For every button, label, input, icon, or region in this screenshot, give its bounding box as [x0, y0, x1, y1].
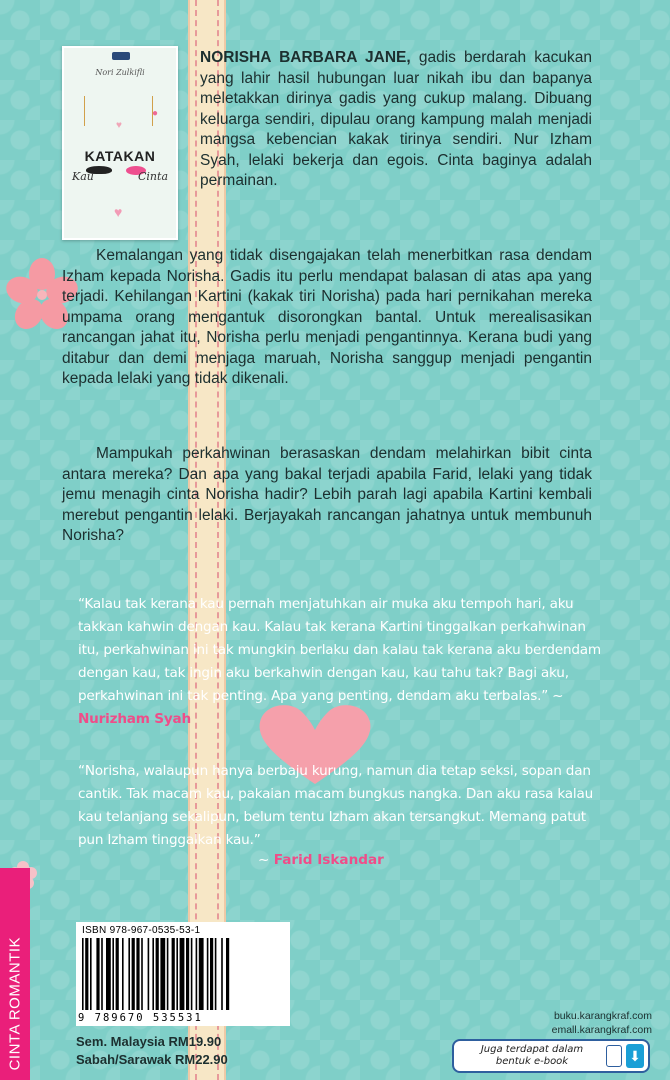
chain-decoration: [84, 96, 85, 126]
heart-icon: ♥: [114, 204, 123, 220]
publisher-logo-icon: [112, 52, 130, 60]
synopsis-text: gadis berdarah kacukan yang lahir hasil hubungan luar nikah ibu dan bapanya meletakkan dirinya gadis yang cukup malang. Dibuang keluarga sendiri, dipulau orang kampung malah menjadi mangsa kebencian kakak tirinya sendiri. Nur Izham Syah, lelaki bekerja dan egois. Cinta baginya adalah permainan.: [200, 49, 592, 189]
ebook-badge-text: [462, 1044, 602, 1068]
thumbnail-title: KATAKAN: [84, 148, 156, 164]
quote-dash: ~: [548, 688, 564, 704]
protagonist-name: NORISHA BARBARA JANE,: [200, 49, 411, 66]
quote-dash: ~: [258, 852, 274, 868]
pink-dots-icon: ●: [151, 108, 158, 119]
synopsis-paragraph-1: [200, 48, 592, 192]
quote-text: “Norisha, walaupun hanya berbaju kurung, namun dia tetap seksi, sopan dan cantik. Tak macam kau, pakaian macam bungkus nangka. Dan aku rasa kalau kau telanjang sekalipun, belum tentu Izham akan tersangkut. Memang patut pun Izham tinggalkan kau.”: [78, 763, 594, 848]
ebook-device-icon: [606, 1045, 622, 1067]
price-east-malaysia: Sabah/Sarawak RM22.90: [76, 1052, 228, 1067]
quote-speaker: Farid Iskandar: [273, 852, 384, 868]
download-icon: ⬇: [626, 1044, 644, 1068]
barcode-bars: [82, 938, 284, 1010]
website-emall[interactable]: emall.karangkraf.com: [551, 1024, 652, 1036]
quote-farid: [78, 760, 608, 852]
quote-speaker: Nurizham Syah: [78, 711, 191, 727]
thumbnail-author: Nori Zulkifli: [95, 68, 145, 77]
genre-spine-label: [0, 868, 30, 1080]
ebook-line-2: bentuk e-book: [495, 1056, 569, 1067]
barcode-digits: 9 789670 535531: [78, 1012, 203, 1024]
synopsis-paragraph-3: Mampukah perkahwinan berasaskan dendam melahirkan bibit cinta antara mereka? Dan apa yang bakal terjadi apabila Farid, lelaki yang tidak jemu menagih cinta Norisha hadir? Lebih parah lagi apabila Kartini kembali merebut pengantin lelaki. Berjayakah rancangan jahatnya untuk membunuh Norisha?: [62, 445, 592, 544]
isbn-barcode: [76, 922, 290, 1026]
website-buku[interactable]: buku.karangkraf.com: [553, 1010, 652, 1022]
isbn-number: ISBN 978-967-0535-53-1: [82, 925, 201, 936]
quote-nurizham: [78, 593, 608, 731]
price-peninsular: Sem. Malaysia RM19.90: [76, 1034, 222, 1049]
book-cover-thumbnail: [62, 46, 178, 240]
ebook-line-1: Juga terdapat dalam: [480, 1044, 584, 1055]
genre-text: CINTA ROMANTIK: [6, 936, 24, 1070]
thumbnail-title-right: Cinta: [138, 170, 168, 183]
synopsis-paragraph-2: Kemalangan yang tidak disengajakan telah menerbitkan rasa dendam Izham kepada Norisha. Gadis itu perlu mendapat balasan di atas apa yang terjadi. Kehilangan Kartini (kakak tiri Norisha) pada hari pernikahan mereka umpama orang mengantuk disorongkan bantal. Untuk merealisasikan rancangan jahat itu, Norisha perlu menjadi pengantinnya. Kerana budi yang ditabur dan demi menjaga maruah, Norisha sanggup menjadi pengantin kepada lelaki yang tidak dikenali.: [62, 247, 592, 387]
quote-signature: [258, 852, 384, 868]
heart-icon: ♥: [116, 120, 122, 131]
thumbnail-title-left: Kau: [72, 170, 94, 183]
quote-text: “Kalau tak kerana kau pernah menjatuhkan air muka aku tempoh hari, aku takkan kahwin dengan kau. Kalau tak kerana Kartini tinggalkan perkahwinan itu, perkahwinan ini tak mungkin berlaku dan kalau tak kerana aku berdendam dengan kau, tak ingin aku berkahwin dengan kau, kau tahu tak? Bagi aku, perkahwinan ini tak penting. Apa yang penting, dendam aku terbalas.”: [78, 596, 601, 704]
ebook-badge: [452, 1039, 650, 1073]
